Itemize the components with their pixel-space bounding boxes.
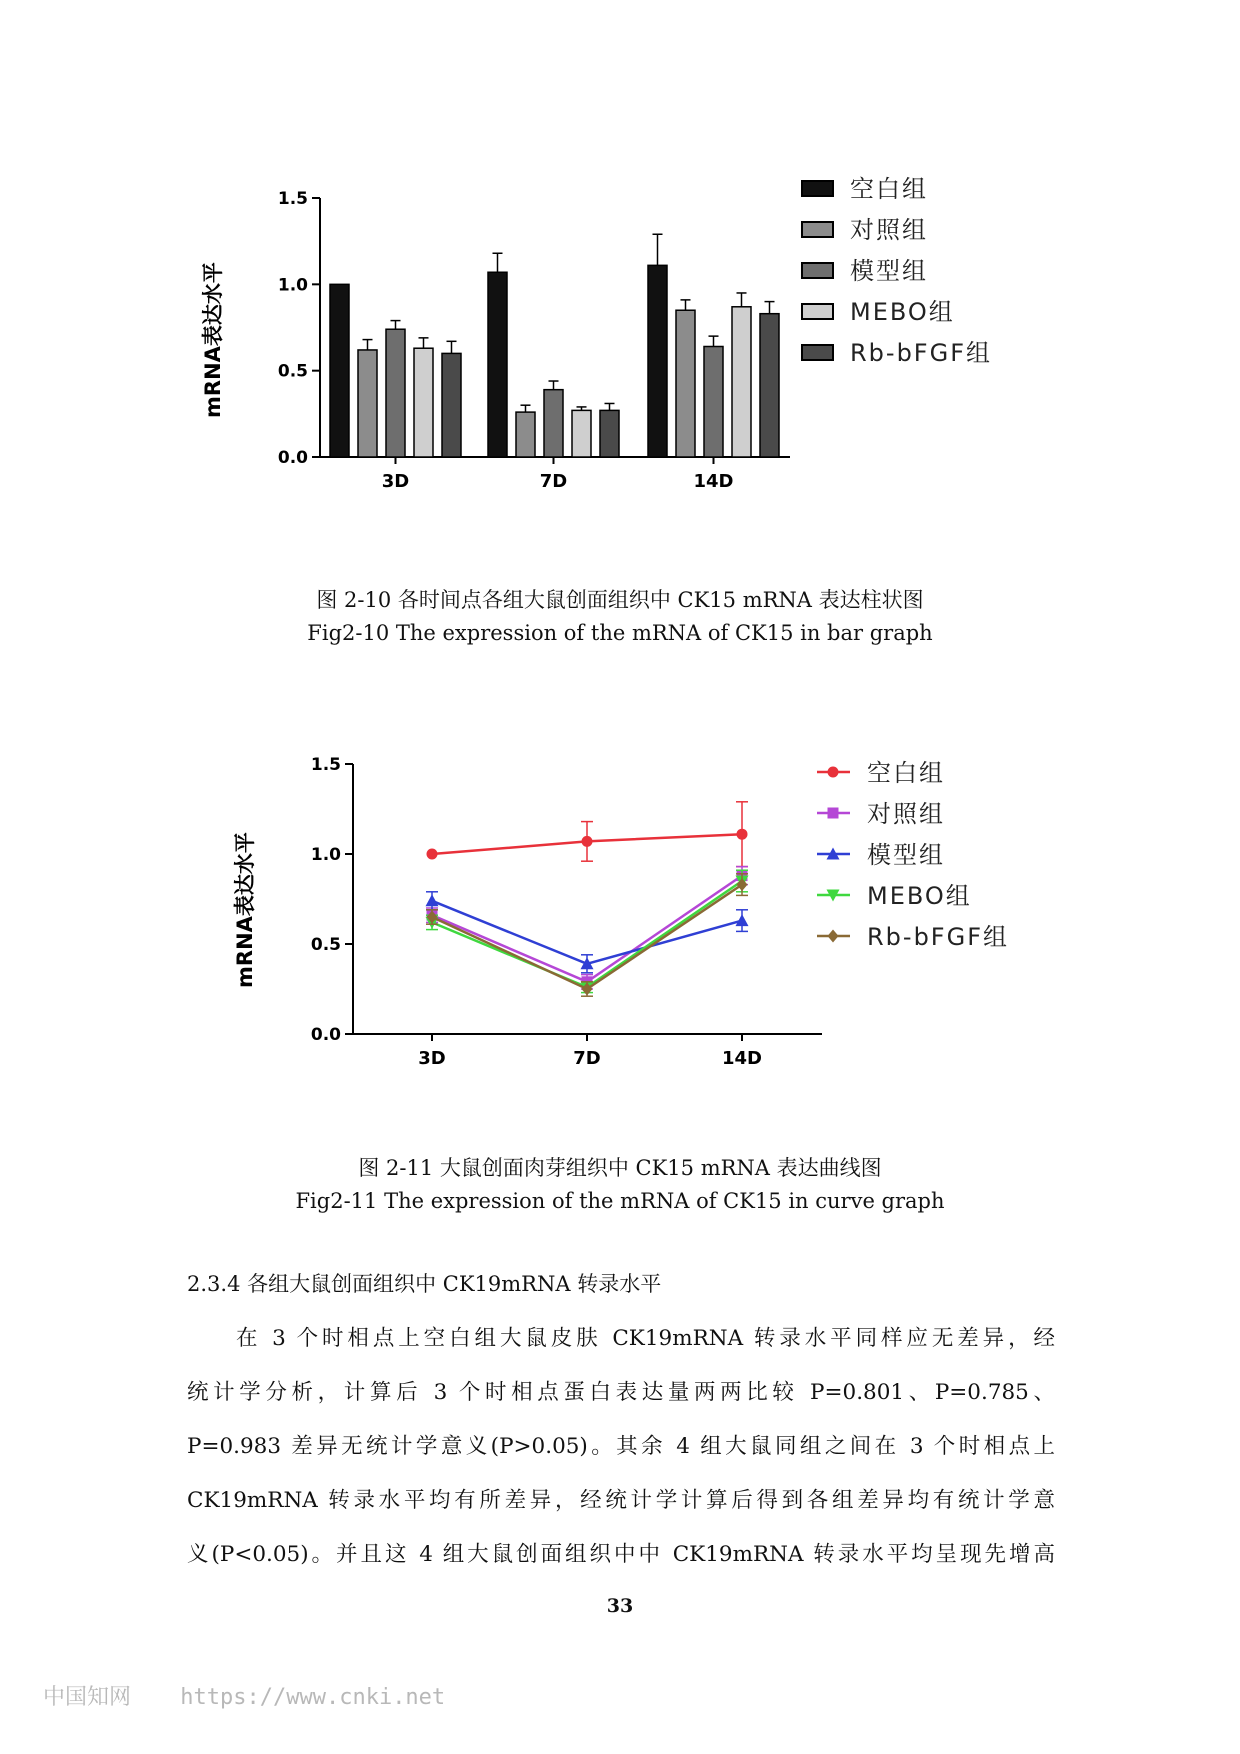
legend-label: Rb-bFGF组 [850, 339, 993, 367]
bar [386, 329, 405, 457]
legend-label: 模型组 [850, 257, 928, 285]
caption-cn: 图 2-11 大鼠创面肉芽组织中 CK15 mRNA 表达曲线图 [358, 1156, 882, 1180]
bar [516, 412, 535, 457]
legend-label: Rb-bFGF组 [867, 923, 1010, 951]
data-point [426, 894, 439, 906]
bar [544, 390, 563, 457]
watermark-logo: 中国知网 [43, 1685, 132, 1710]
y-tick-label: 0.5 [310, 935, 341, 955]
legend-label: MEBO组 [850, 298, 955, 326]
legend-swatch [802, 263, 833, 278]
y-tick-label: 1.5 [310, 755, 341, 775]
bar [760, 314, 779, 457]
data-point [427, 849, 438, 860]
body-paragraph [187, 1312, 1055, 1582]
line-chart-svg [0, 730, 1240, 1150]
paragraph-line: CK19mRNA 转录水平均有所差异，经统计学计算后得到各组差异均有统计学意 [187, 1488, 1055, 1513]
paragraph-line: 在 3 个时相点上空白组大鼠皮肤 CK19mRNA 转录水平同样应无差异，经 [236, 1326, 1055, 1351]
data-point [828, 767, 839, 778]
y-axis-label: mRNA表达水平 [201, 262, 225, 418]
bar [488, 272, 507, 457]
data-point [828, 930, 839, 943]
y-tick-label: 1.5 [277, 189, 308, 209]
x-tick-label: 14D [722, 1048, 762, 1069]
bar [732, 307, 751, 457]
legend-label: 对照组 [867, 800, 945, 828]
x-tick-label: 14D [693, 471, 734, 492]
x-tick-label: 3D [418, 1048, 446, 1069]
legend-label: 空白组 [867, 759, 945, 787]
caption-en: Fig2-10 The expression of the mRNA of CK15 in bar graph [307, 621, 933, 645]
figure-caption-2-10 [0, 584, 1240, 650]
x-tick-label: 7D [573, 1048, 601, 1069]
caption-cn: 图 2-10 各时间点各组大鼠创面组织中 CK15 mRNA 表达柱状图 [316, 588, 924, 612]
y-tick-label: 1.0 [277, 275, 308, 296]
legend-swatch [802, 304, 833, 319]
y-tick-label: 1.0 [310, 845, 341, 865]
bar [358, 350, 377, 457]
legend-swatch [802, 222, 833, 237]
legend-swatch [802, 181, 833, 196]
legend-label: 对照组 [850, 216, 928, 244]
bar [414, 348, 433, 457]
legend-swatch [802, 345, 833, 360]
data-point [736, 914, 749, 926]
y-tick-label: 0.0 [310, 1025, 341, 1045]
page-number: 33 [606, 1595, 634, 1617]
legend-label: MEBO组 [867, 882, 972, 910]
watermark-url: https://www.cnki.net [180, 1685, 446, 1710]
x-tick-label: 3D [381, 471, 410, 492]
paragraph-line: P=0.983 差异无统计学意义(P>0.05)。其余 4 组大鼠同组之间在 3 个时相点上 [187, 1434, 1055, 1459]
data-point [737, 829, 748, 840]
section-heading: 2.3.4 各组大鼠创面组织中 CK19mRNA 转录水平 [187, 1272, 662, 1296]
data-point [828, 808, 839, 819]
y-axis-label: mRNA表达水平 [233, 832, 257, 988]
bar-chart-ck15 [0, 160, 1240, 580]
bar [572, 410, 591, 457]
legend-label: 空白组 [850, 175, 928, 203]
bar [600, 410, 619, 457]
paragraph-line: 义(P<0.05)。并且这 4 组大鼠创面组织中中 CK19mRNA 转录水平均呈现先增高 [187, 1542, 1055, 1567]
figure-caption-2-11 [0, 1152, 1240, 1218]
line-chart-ck15 [0, 730, 1240, 1150]
paragraph-line: 统计学分析，计算后 3 个时相点蛋白表达量两两比较 P=0.801、P=0.785、 [187, 1380, 1055, 1405]
legend-label: 模型组 [867, 841, 945, 869]
data-point [582, 836, 593, 847]
cnki-watermark [43, 1680, 445, 1711]
bar [330, 284, 349, 457]
bar [704, 346, 723, 457]
bar [648, 265, 667, 457]
caption-en: Fig2-11 The expression of the mRNA of CK15 in curve graph [295, 1189, 945, 1213]
x-tick-label: 7D [539, 471, 568, 492]
bar [442, 353, 461, 457]
bar [676, 310, 695, 457]
y-tick-label: 0.5 [277, 361, 308, 382]
y-tick-label: 0.0 [277, 448, 308, 468]
bar-chart-svg [0, 160, 1240, 580]
